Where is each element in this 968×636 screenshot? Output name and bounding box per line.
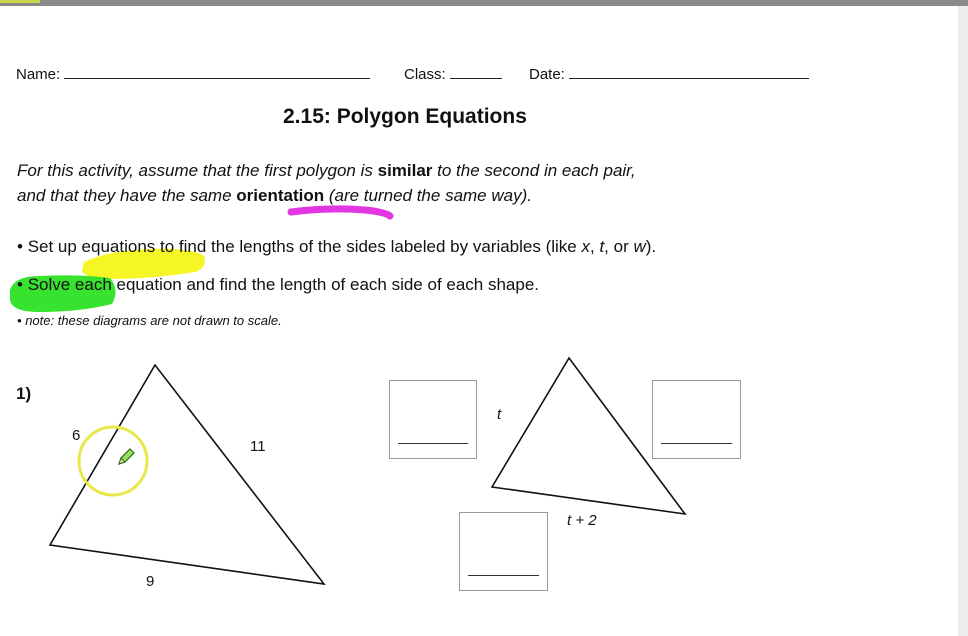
bullet-1-pre: Set up equations to find the lengths of the sides labeled by variables (like xyxy=(27,237,582,256)
page-title: 2.15: Polygon Equations xyxy=(283,105,527,128)
bullet-dot: • xyxy=(17,313,22,328)
name-label: Name: xyxy=(16,66,61,83)
intro-line1-pre: For this activity, assume that the first polygon is xyxy=(17,161,378,180)
class-label: Class: xyxy=(404,66,446,83)
bullet-dot: • xyxy=(17,237,23,256)
answer-line xyxy=(661,443,732,444)
date-label: Date: xyxy=(529,66,565,83)
problem-number: 1) xyxy=(16,384,32,403)
intro-line2-pre: and that they have the same xyxy=(17,186,237,205)
label-t-plus-2: t + 2 xyxy=(567,512,597,529)
pencil-icon xyxy=(116,447,136,472)
bullet-1-w: w xyxy=(633,237,646,256)
answer-box-bottom[interactable] xyxy=(459,512,548,591)
bullet-1-sep1: , xyxy=(589,237,600,256)
bullet-1-x: x xyxy=(581,237,590,256)
label-side-9: 9 xyxy=(146,573,155,590)
intro-similar: similar xyxy=(377,161,433,180)
answer-box-right[interactable] xyxy=(652,380,741,459)
answer-box-left[interactable] xyxy=(389,380,477,459)
intro-orientation: orientation xyxy=(236,186,325,205)
bullet-1-sep2: , or xyxy=(604,237,634,256)
label-side-6: 6 xyxy=(72,427,81,444)
intro-line1-post: to the second in each pair, xyxy=(432,161,636,180)
intro-line2-post: (are turned the same way). xyxy=(324,186,532,205)
label-t: t xyxy=(497,406,502,423)
answer-line xyxy=(468,575,539,576)
triangle-left xyxy=(50,365,324,584)
bullet-dot: • xyxy=(17,275,23,294)
label-side-11: 11 xyxy=(250,438,266,455)
answer-line xyxy=(398,443,468,444)
bullet-1-t: t xyxy=(599,237,605,256)
note-text: note: these diagrams are not drawn to scale. xyxy=(25,313,282,328)
bullet-2-text: Solve each equation and find the length of each side of each shape. xyxy=(27,275,540,294)
bullet-1-post: ). xyxy=(645,237,657,256)
